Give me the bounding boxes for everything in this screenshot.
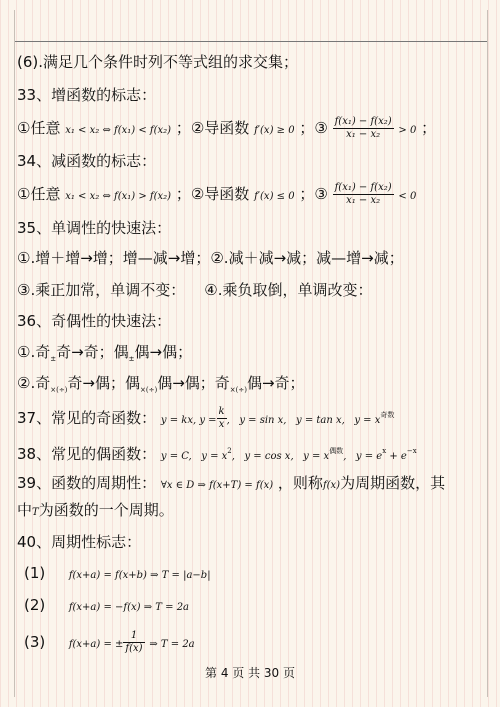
fraction-denominator: x₁ − x₂ xyxy=(346,129,381,140)
line-38 xyxy=(17,441,417,467)
math-37-part: y = kx, xyxy=(160,415,197,426)
heading-39-text: 39、函数的周期性： xyxy=(17,474,157,492)
text-condition-6: (6).满足几个条件时列不等式组的求交集； xyxy=(17,53,299,71)
text-end: ； xyxy=(421,119,437,137)
heading-33-text: 33、增函数的标志： xyxy=(17,86,157,104)
superscript: 2 xyxy=(227,447,232,455)
item-label: (3) xyxy=(24,633,46,651)
math-increasing-def: x₁ < x₂ ⇔ f(x₁) < f(x₂) xyxy=(65,125,172,136)
line-39 xyxy=(17,473,445,496)
math-decreasing-def: x₁ < x₂ ⇔ f(x₁) > f(x₂) xyxy=(65,191,172,202)
math-38-part: , y = cos x, y = x xyxy=(231,451,330,462)
text-any: ①任意 xyxy=(17,119,61,137)
operator-sub: ± xyxy=(128,355,135,363)
line-36a xyxy=(17,342,192,369)
fraction-denominator: x xyxy=(218,419,225,430)
text-36b-part: 偶→奇； xyxy=(246,374,305,392)
text-39b-part: 中 xyxy=(17,501,33,519)
fraction-one-over-fx xyxy=(123,630,144,655)
line-39b xyxy=(17,500,174,523)
fraction-difference-quotient xyxy=(333,182,394,207)
fraction-difference-quotient xyxy=(333,116,394,141)
heading-40-text: 40、周期性标志： xyxy=(17,533,142,551)
line-40-1 xyxy=(24,563,211,586)
page-footer: 第 4 页 共 30 页 xyxy=(205,666,295,680)
superscript-even: 偶数 xyxy=(329,447,344,455)
fraction-denominator: x₁ − x₂ xyxy=(346,195,381,206)
heading-34-text: 34、减函数的标志： xyxy=(17,152,157,170)
math-negative: < 0 xyxy=(398,191,417,202)
heading-33 xyxy=(17,85,156,105)
math-37 xyxy=(161,415,217,426)
line-37 xyxy=(17,405,394,431)
line-35b xyxy=(17,280,373,300)
fraction-numerator: k xyxy=(218,406,225,417)
text-35b: ③.乘正加常，单调不变： ④.乘负取倒，单调改变： xyxy=(17,281,373,299)
math-37-part: y = xyxy=(199,415,217,426)
operator-sub: ×(÷) xyxy=(229,386,247,394)
text-39-part: ，则称 xyxy=(277,474,323,492)
heading-35-text: 35、单调性的快速法： xyxy=(17,219,172,237)
math-37-part: , y = sin x, y = tan x, y = x xyxy=(226,415,381,426)
fraction-numerator: f(x₁) − f(x₂) xyxy=(334,182,392,193)
line-34-conditions xyxy=(17,182,416,207)
heading-34 xyxy=(17,151,156,171)
math-derivative-nonpos: f′(x) ≤ 0 xyxy=(254,191,295,202)
text-39-part: 为周期函数，其 xyxy=(340,474,446,492)
superscript: x xyxy=(382,447,387,455)
text-39b-part: 为函数的一个周期。 xyxy=(38,501,174,519)
math-39-def: ∀x ∈ D ⇒ f(x+T) = f(x) xyxy=(160,480,274,491)
superscript-odd: 奇数 xyxy=(380,411,395,419)
math-period-2: f(x+a) = −f(x) ⇒ T = 2a xyxy=(68,602,190,613)
line-40-3 xyxy=(24,630,195,655)
line-36b xyxy=(17,373,305,400)
fraction-numerator: 1 xyxy=(123,630,144,643)
operator-sub: ×(÷) xyxy=(50,386,68,394)
fraction-denominator: f(x) xyxy=(125,643,143,654)
line-40-2 xyxy=(24,595,189,618)
heading-35 xyxy=(17,218,171,238)
heading-36-text: 36、奇偶性的快速法： xyxy=(17,312,172,330)
text-sep: ；③ xyxy=(299,185,328,203)
math-period-3: f(x+a) = ± xyxy=(68,639,124,650)
line-33-conditions xyxy=(17,116,436,141)
heading-36 xyxy=(17,311,171,331)
text-36b-part: 偶→偶；奇 xyxy=(157,374,230,392)
math-38-part: + e xyxy=(386,451,407,462)
item-label: (2) xyxy=(24,596,46,614)
heading-37-text: 37、常见的奇函数： xyxy=(17,409,157,427)
math-38-part: y = C, y = x xyxy=(160,451,228,462)
math-38-part: , y = e xyxy=(343,451,383,462)
text-36a-part: ①.奇 xyxy=(17,343,51,361)
operator-sub: ± xyxy=(50,355,57,363)
operator-sub: ×(÷) xyxy=(140,386,158,394)
line-35a xyxy=(17,248,404,268)
text-derivative: ；②导函数 xyxy=(175,119,250,137)
item-label: (1) xyxy=(24,564,46,582)
text-36b-part: ②.奇 xyxy=(17,374,51,392)
text-derivative: ；②导函数 xyxy=(175,185,250,203)
text-36a-part: 奇→奇；偶 xyxy=(56,343,129,361)
fraction-k-over-x xyxy=(217,406,227,431)
text-any: ①任意 xyxy=(17,185,61,203)
fraction-numerator: f(x₁) − f(x₂) xyxy=(334,116,392,127)
superscript: −x xyxy=(406,447,417,455)
text-36a-part: 偶→偶； xyxy=(134,343,193,361)
math-derivative-nonneg: f′(x) ≥ 0 xyxy=(254,125,295,136)
math-period-3-result: ⇒ T = 2a xyxy=(149,639,195,650)
text-35a: ①.增＋增→增；增—减→增；②.减＋减→减；减—增→减； xyxy=(17,249,404,267)
math-positive: > 0 xyxy=(398,125,417,136)
heading-38-text: 38、常见的偶函数： xyxy=(17,445,157,463)
math-period-1: f(x+a) = f(x+b) ⇒ T = |a−b| xyxy=(68,570,211,581)
math-T: T xyxy=(32,507,39,518)
heading-40 xyxy=(17,532,141,552)
text-sep: ；③ xyxy=(299,119,328,137)
text-36b-part: 奇→偶；偶 xyxy=(67,374,140,392)
line-condition-6 xyxy=(17,52,298,72)
math-39-fx: f(x) xyxy=(322,480,341,491)
